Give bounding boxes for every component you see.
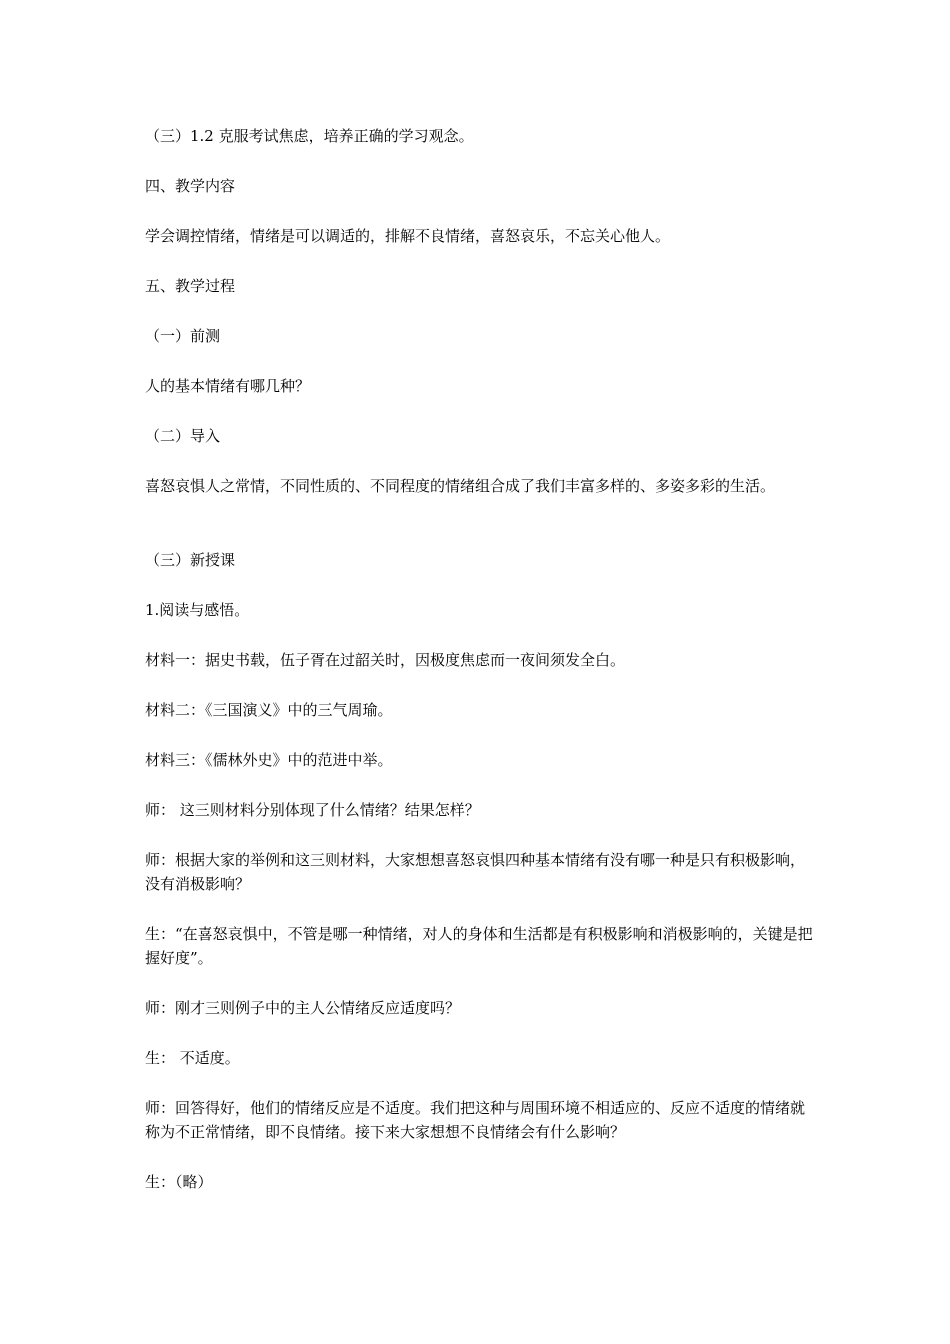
paragraph-teacher-explanation: 师：回答得好，他们的情绪反应是不适度。我们把这种与周围环境不相适应的、反应不适度的情绪就称为不正常情绪，即不良情绪。接下来大家想想不良情绪会有什么影响？	[145, 1099, 806, 1141]
paragraph-teacher-question-3: 师：刚才三则例子中的主人公情绪反应适度吗？	[145, 999, 461, 1017]
paragraph-pretest-question: 人的基本情绪有哪几种？	[145, 377, 311, 395]
paragraph-objective-3: （三）1.2 克服考试焦虑，培养正确的学习观念。	[145, 127, 474, 145]
heading-teaching-process: 五、教学过程	[145, 277, 236, 295]
paragraph-introduction: 喜怒哀惧人之常情，不同性质的、不同程度的情绪组合成了我们丰富多样的、多姿多彩的生活。	[145, 477, 776, 495]
paragraph-reading-title: 1.阅读与感悟。	[145, 601, 250, 619]
paragraph-teacher-question-1: 师： 这三则材料分别体现了什么情绪？结果怎样？	[145, 801, 480, 819]
subheading-new-lesson: （三）新授课	[145, 551, 236, 569]
paragraph-teacher-question-2: 师：根据大家的举例和这三则材料，大家想想喜怒哀惧四种基本情绪有没有哪一种是只有积极影响，没有消极影响？	[145, 851, 806, 893]
paragraph-material-2: 材料二：《三国演义》中的三气周瑜。	[145, 701, 393, 719]
paragraph-material-3: 材料三：《儒林外史》中的范进中举。	[145, 751, 393, 769]
paragraph-material-1: 材料一：据史书载，伍子胥在过韶关时，因极度焦虑而一夜间须发全白。	[145, 651, 626, 669]
subheading-pretest: （一）前测	[145, 327, 221, 345]
paragraph-student-answer-3: 生：（略）	[145, 1173, 213, 1191]
paragraph-student-answer-2: 生： 不适度。	[145, 1049, 240, 1067]
paragraph-teaching-content: 学会调控情绪，情绪是可以调适的，排解不良情绪，喜怒哀乐，不忘关心他人。	[145, 227, 671, 245]
paragraph-student-answer-1: 生：“在喜怒哀惧中，不管是哪一种情绪，对人的身体和生活都是有积极影响和消极影响的，关键是把握好度”。	[145, 925, 813, 967]
subheading-introduction: （二）导入	[145, 427, 221, 445]
heading-teaching-content: 四、教学内容	[145, 177, 236, 195]
